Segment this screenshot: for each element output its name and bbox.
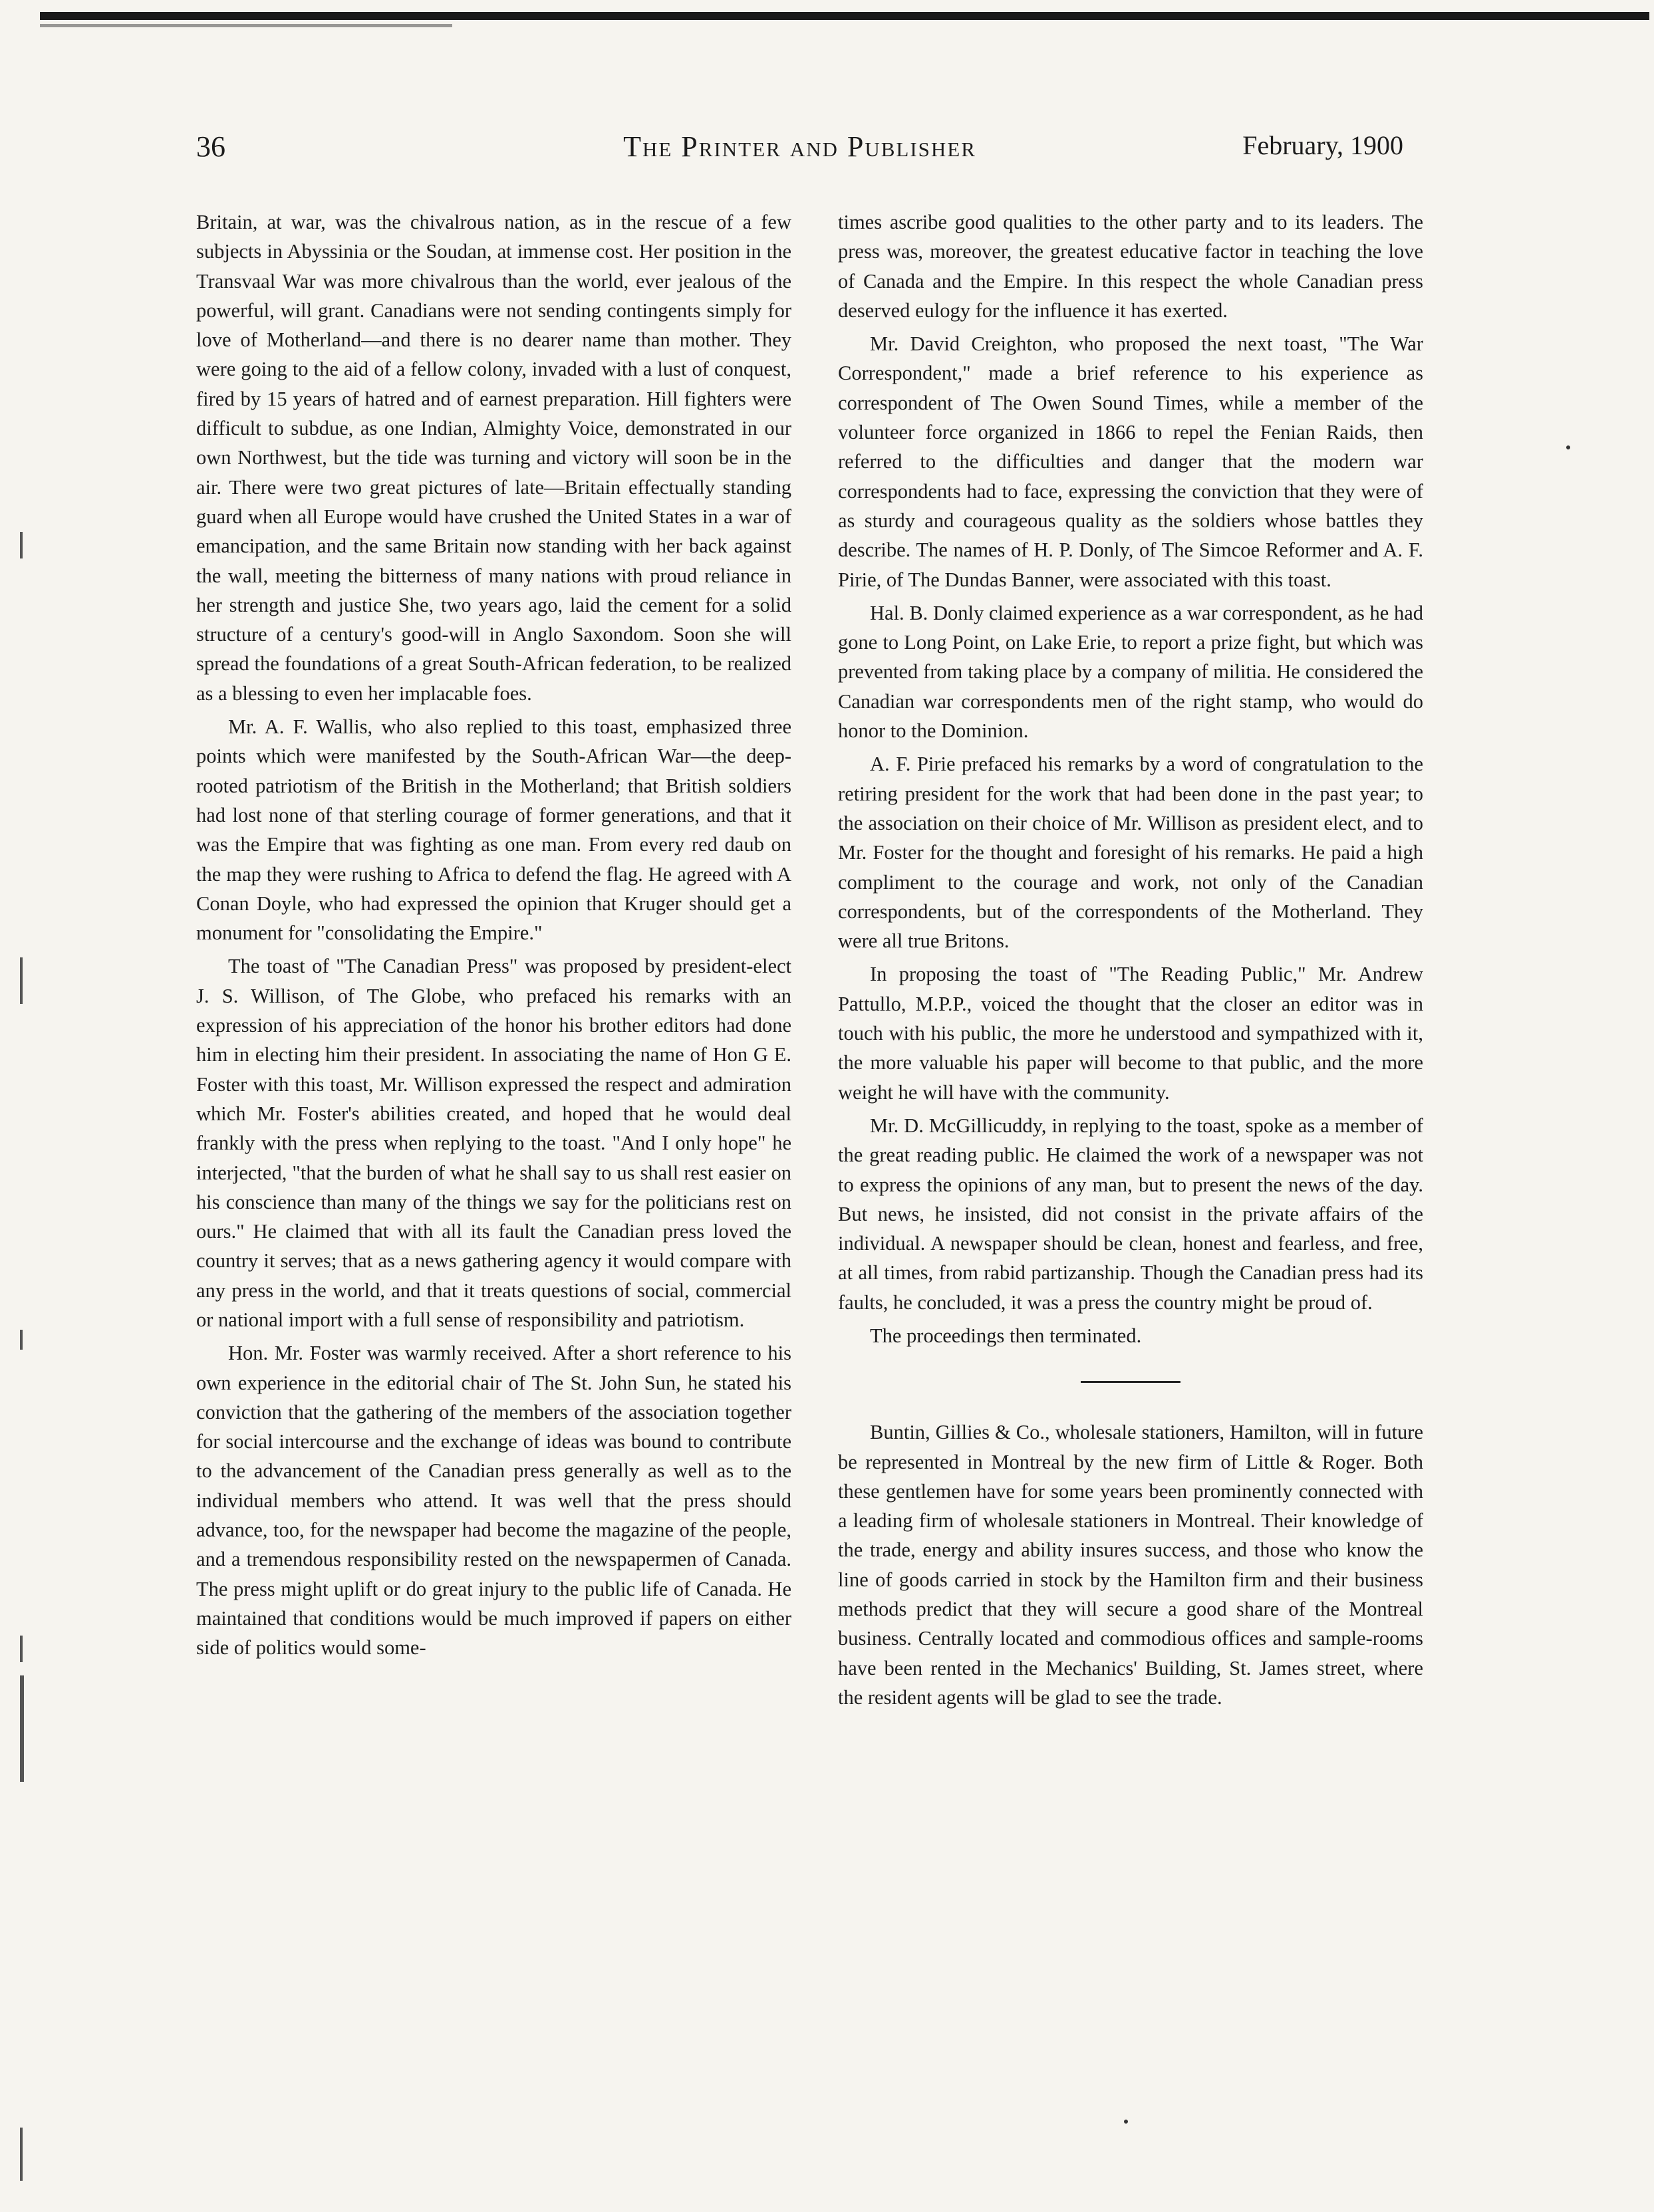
article-paragraph: times ascribe good qualities to the other party and to its leaders. The press was, moreover, the greatest educative factor in teaching the love of Canada and the Empire. In this respect the whole Canadian press deserved eulogy for the influence it has exerted. xyxy=(838,211,1423,322)
article-paragraph: In proposing the toast of "The Reading Public," Mr. Andrew Pattullo, M.P.P., voiced the thought that the closer an editor was in touch with his public, the more he understood and sympathized with it, the more valuable his paper will become to that public, and the more weight he will have with the community. xyxy=(838,963,1423,1104)
article-paragraph: A. F. Pirie prefaced his remarks by a word of congratulation to the retiring president for the work that had been done in the past year; to the association on their choice of Mr. Willison as president elect, and to Mr. Foster for the thought and foresight of his remarks. He paid a high compliment to the courage and work, not only of the Canadian correspondents, but of the correspondents of the Motherland. They were all true Britons. xyxy=(838,753,1423,953)
page-header xyxy=(196,130,1403,183)
article-paragraph: The proceedings then terminated. xyxy=(870,1324,1142,1347)
scan-edge-marks xyxy=(20,532,28,2194)
article-paragraph: Mr. A. F. Wallis, who also replied to this toast, emphasized three points which were manifested by the South-African War—the deep-rooted patriotism of the British in the Motherland; that British soldiers had lost none of that sterling courage of former generations, and that it was the Empire that was fighting as one man. From every red daub on the map they were rushing to Africa to defend the flag. He agreed with A Conan Doyle, who had expressed the opinion that Kruger should get a monument for "consolidating the Empire." xyxy=(196,715,791,945)
stray-dot xyxy=(1566,445,1570,449)
section-divider xyxy=(1081,1381,1180,1383)
stray-dot xyxy=(1124,2120,1128,2124)
left-column xyxy=(196,207,791,1663)
notice-paragraph: Buntin, Gillies & Co., wholesale stationers, Hamilton, will in future be represented in Montreal by the new firm of Little & Roger. Both these gentlemen have for some years been prominently connected with a leading firm of wholesale stationers in Montreal. Their knowledge of the trade, energy and ability insures success, and those who know the line of goods carried in stock by the Hamilton firm and their business methods predict that they will secure a good share of the Montreal business. Centrally located and commodious offices and sample-rooms have been rented in the Mechanics' Building, St. James street, where the resident agents will be glad to see the trade. xyxy=(838,1421,1423,1709)
top-rule xyxy=(40,12,1649,20)
page-number: 36 xyxy=(196,130,225,163)
article-paragraph: Mr. David Creighton, who proposed the next toast, "The War Correspondent," made a brief reference to his experience as correspondent of The Owen Sound Times, while a member of the volunteer force organized in 1866 to repel the Fenian Raids, then referred to the difficulties and danger that the modern war correspondents had to face, expressing the conviction that they were of as sturdy and courageous quality as the soldiers whose battles they describe. The names of H. P. Donly, of The Simcoe Reformer and A. F. Pirie, of The Dundas Banner, were associated with this toast. xyxy=(838,332,1423,591)
right-column xyxy=(838,207,1423,1712)
article-paragraph: Britain, at war, was the chivalrous nation, as in the rescue of a few subjects in Abyssinia or the Soudan, at immense cost. Her position in the Transvaal War was more chivalrous than the world, ever jealous of the powerful, will grant. Canadians were not sending contingents simply for love of Motherland—and there is no dearer name than mother. They were going to the aid of a fellow colony, invaded with a lust of conquest, fired by 15 years of hatred and of earnest preparation. Hill fighters were difficult to subdue, as one Indian, Almighty Voice, demonstrated in our own Northwest, but the tide was turning and victory will soon be in the air. There were two great pictures of late—Britain effectually standing guard when all Europe would have crushed the United States in a war of emancipation, and the same Britain now standing with her back against the wall, meeting the bitterness of many nations with proud reliance in her strength and justice She, two years ago, laid the cement for a solid structure of a century's good-will in Anglo Saxondom. Soon she will spread the foundations of a great South-African federation, to be realized as a blessing to even her implacable foes. xyxy=(196,211,791,705)
article-paragraph: Mr. D. McGillicuddy, in replying to the toast, spoke as a member of the great reading public. He claimed the work of a newspaper was not to express the opinions of any man, but to present the news of the day. But news, he insisted, did not consist in the private affairs of the individual. A newspaper should be clean, honest and fearless, and free, at all times, from rabid partizanship. Though the Canadian press had its faults, he concluded, it was a press the country might be proud of. xyxy=(838,1114,1423,1314)
article-paragraph: The toast of "The Canadian Press" was proposed by president-elect J. S. Willison, of The Globe, who prefaced his remarks with an expression of his appreciation of the honor his brother editors had done him in electing him their president. In associating the name of Hon G E. Foster with this toast, Mr. Willison expressed the respect and admiration which Mr. Foster's abilities created, and hoped that he would deal frankly with the press when replying to the toast. "And I only hope" he interjected, "that the burden of what he shall say to us shall rest easier on his conscience than many of the things we say for the politicians rest on ours." He claimed that with all its fault the Canadian press loved the country it serves; that as a news gathering agency it would compare with any press in the world, and that it treats questions of social, commercial or national import with a full sense of responsibility and patriotism. xyxy=(196,955,791,1331)
top-rule-shadow xyxy=(40,24,452,27)
issue-date: February, 1900 xyxy=(1242,130,1403,160)
article-paragraph: Hon. Mr. Foster was warmly received. After a short reference to his own experience in the editorial chair of The St. John Sun, he stated his conviction that the gathering of the members of the association together for social intercourse and the exchange of ideas was bound to contribute to the advancement of the Canadian press generally as well as to the individual members who attend. It was well that the press should advance, too, for the newspaper had become the magazine of the people, and a tremendous responsibility rested on the newspapermen of Canada. The press might uplift or do great injury to the public life of Canada. He maintained that conditions would be much improved if papers on either side of politics would some- xyxy=(196,1342,791,1659)
article-paragraph: Hal. B. Donly claimed experience as a war correspondent, as he had gone to Long Point, on Lake Erie, to report a prize fight, but which was prevented from taking place by a company of militia. He considered the Canadian war correspondents men of the right stamp, who would do honor to the Dominion. xyxy=(838,601,1423,743)
journal-title: The Printer and Publisher xyxy=(623,130,976,163)
